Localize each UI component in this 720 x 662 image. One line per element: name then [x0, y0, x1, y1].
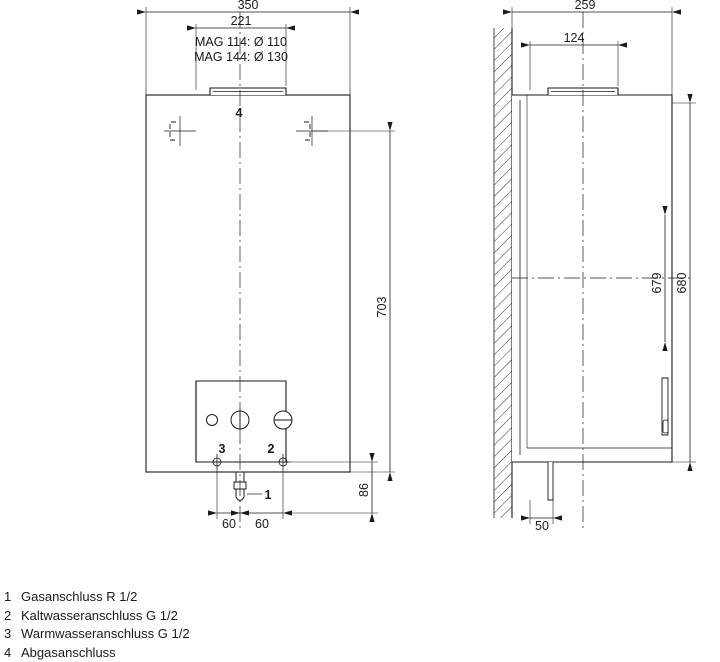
dim-text-86: 86 — [357, 483, 371, 497]
connection-legend — [4, 588, 424, 662]
callout-1: 1 — [264, 488, 272, 502]
legend-item-3-number: 3 — [4, 626, 12, 641]
legend-item-1 — [4, 588, 424, 607]
legend-item-4-number: 4 — [4, 644, 12, 660]
side-bottom-pipe — [548, 462, 553, 500]
legend-item-3 — [4, 625, 424, 644]
note-mag-144: MAG 144: Ø 130 — [194, 50, 288, 64]
legend-item-1-label: Gasanschluss R 1/2 — [21, 589, 138, 604]
panel-knob-small — [207, 415, 218, 426]
callout-4: 4 — [235, 106, 243, 120]
legend-item-4 — [4, 644, 424, 662]
legend-item-3-label: Warmwasseranschluss G 1/2 — [21, 626, 190, 641]
legend-item-2-label: Kaltwasseranschluss G 1/2 — [21, 607, 178, 623]
side-view-group — [494, 7, 696, 530]
dim-text-221: 221 — [230, 14, 252, 28]
callout-3: 3 — [218, 442, 226, 456]
dim-text-350: 350 — [237, 0, 259, 12]
dim-text-124: 124 — [563, 31, 585, 45]
callout-2: 2 — [267, 442, 275, 456]
dim-text-259: 259 — [574, 0, 596, 12]
dim-text-60-right: 60 — [255, 517, 269, 531]
dim-text-679: 679 — [650, 272, 664, 294]
side-handle-grip — [663, 420, 668, 433]
legend-item-1-number: 1 — [4, 589, 12, 604]
legend-item-2 — [4, 607, 424, 626]
dim-text-680: 680 — [675, 272, 689, 294]
dim-text-60-left: 60 — [222, 517, 236, 531]
dim-text-703: 703 — [375, 296, 389, 318]
wall-hatching — [494, 28, 512, 518]
dim-text-50: 50 — [535, 519, 549, 533]
note-mag-114: MAG 114: Ø 110 — [195, 35, 287, 49]
side-body-outline — [512, 95, 672, 462]
legend-item-4-label: Abgasanschluss — [21, 644, 116, 660]
legend-item-2-number: 2 — [4, 607, 12, 623]
